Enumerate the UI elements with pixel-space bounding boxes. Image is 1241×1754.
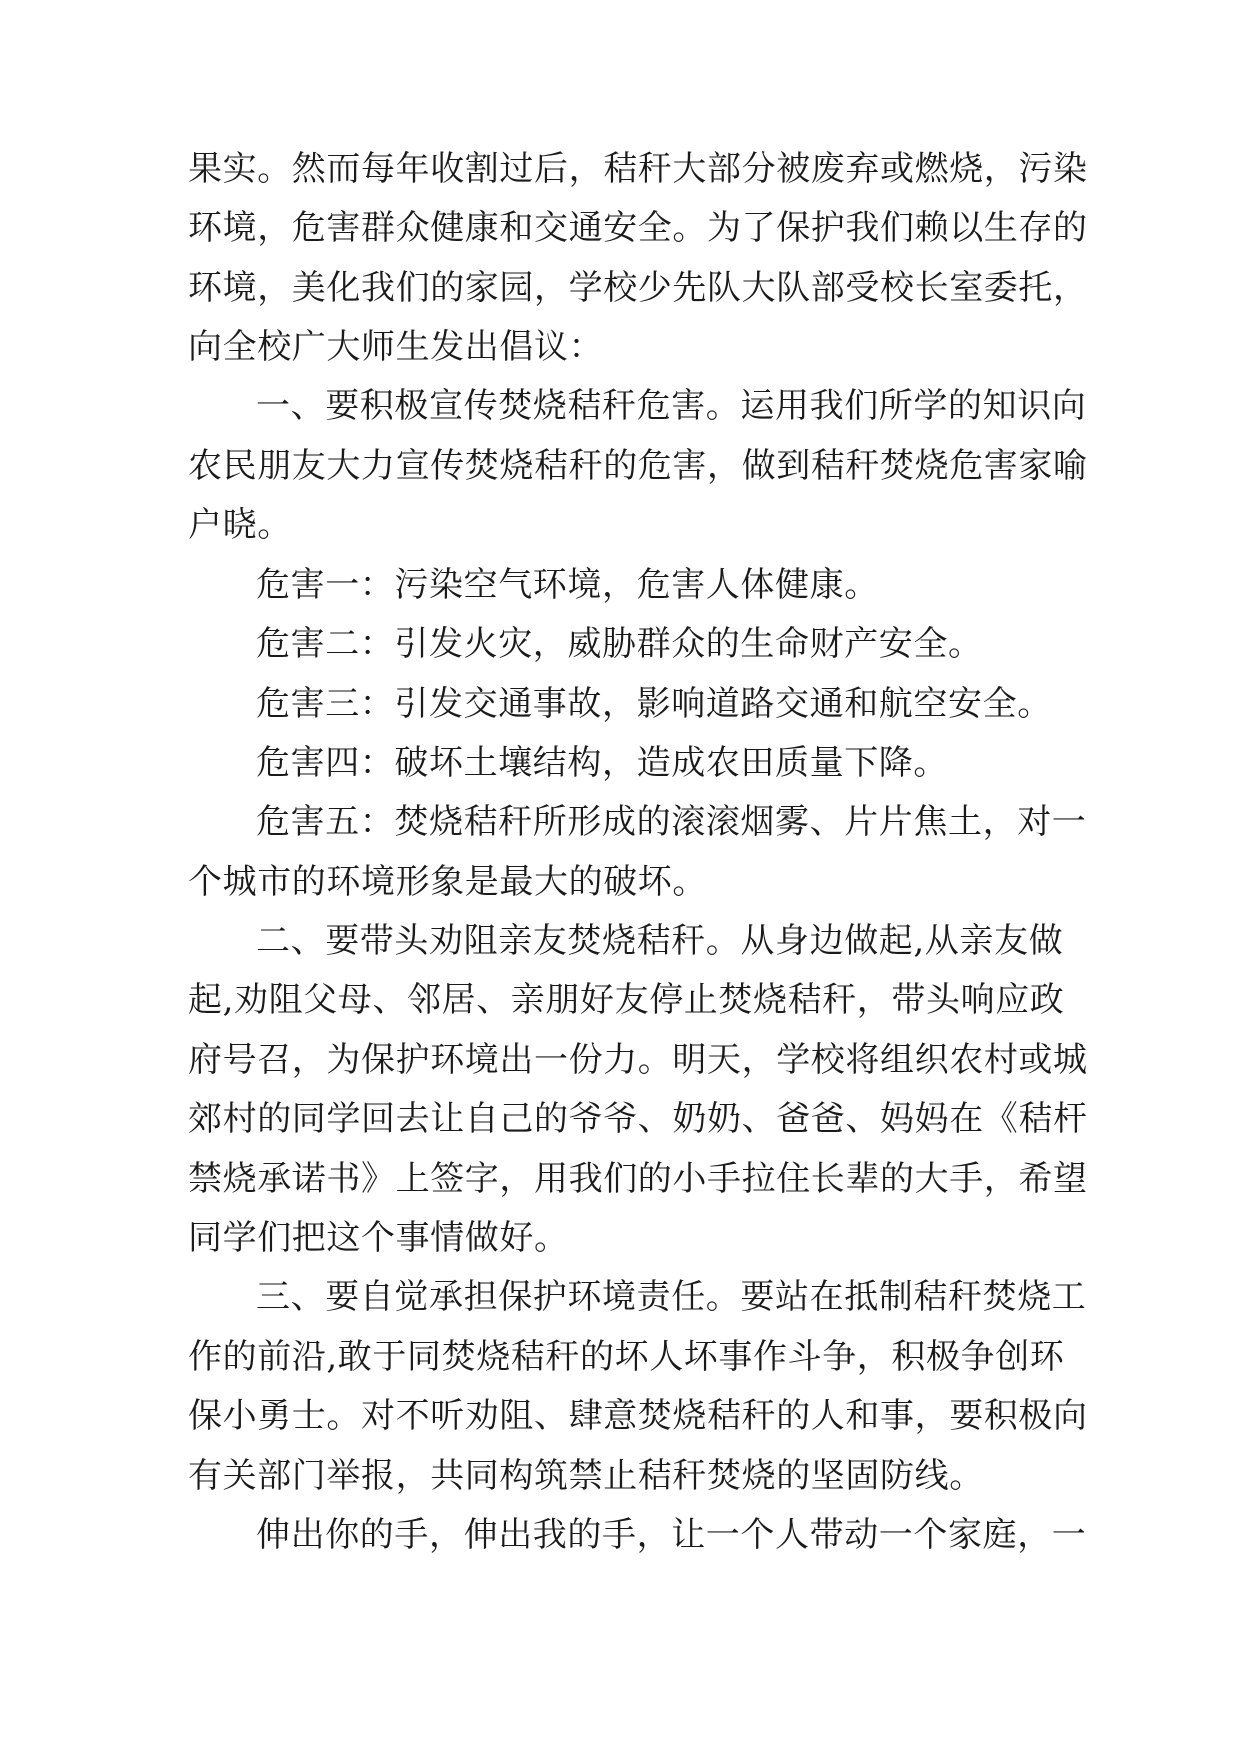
text-line: 果实。然而每年收割过后，秸秆大部分被废弃或燃烧，污染 <box>188 149 1088 189</box>
paragraph-first-line: 危害一：污染空气环境，危害人体健康。 <box>256 565 879 605</box>
paragraph-first-line: 危害二：引发火灾，威胁群众的生命财产安全。 <box>256 624 983 664</box>
paragraph-first-line: 危害五：焚烧秸秆所形成的滚滚烟雾、片片焦土，对一 <box>256 802 1087 842</box>
text-line: 向全校广大师生发出倡议： <box>188 327 604 367</box>
text-line: 郊村的同学回去让自己的爷爷、奶奶、爸爸、妈妈在《秸杆 <box>188 1099 1088 1139</box>
text-line: 环境，美化我们的家园，学校少先队大队部受校长室委托， <box>188 268 1088 308</box>
paragraph-first-line: 危害三：引发交通事故，影响道路交通和航空安全。 <box>256 684 1052 724</box>
text-line: 同学们把这个事情做好。 <box>188 1218 569 1258</box>
text-line: 起,劝阻父母、邻居、亲朋好友停止焚烧秸秆，带头响应政 <box>188 980 1065 1020</box>
paragraph-first-line: 危害四：破坏土壤结构，造成农田质量下降。 <box>256 743 948 783</box>
text-line: 环境，危害群众健康和交通安全。为了保护我们赖以生存的 <box>188 208 1088 248</box>
text-line: 府号召，为保护环境出一份力。明天，学校将组织农村或城 <box>188 1040 1088 1080</box>
text-line: 个城市的环境形象是最大的破坏。 <box>188 862 707 902</box>
text-line: 有关部门举报，共同构筑禁止秸秆焚烧的坚固防线。 <box>188 1456 984 1496</box>
text-line: 保小勇士。对不听劝阻、肆意焚烧秸秆的人和事，要积极向 <box>188 1396 1088 1436</box>
text-line: 作的前沿,敢于同焚烧秸秆的坏人坏事作斗争，积极争创环 <box>188 1337 1065 1377</box>
text-line: 禁烧承诺书》上签字，用我们的小手拉住长辈的大手，希望 <box>188 1159 1088 1199</box>
text-line: 农民朋友大力宣传焚烧秸秆的危害，做到秸秆焚烧危害家喻 <box>188 446 1088 486</box>
paragraph-first-line: 一、要积极宣传焚烧秸秆危害。运用我们所学的知识向 <box>256 386 1087 426</box>
paragraph-first-line: 二、要带头劝阻亲友焚烧秸秆。从身边做起,从亲友做 <box>256 921 1064 961</box>
paragraph-first-line: 三、要自觉承担保护环境责任。要站在抵制秸秆焚烧工 <box>256 1277 1087 1317</box>
text-line: 户晓。 <box>188 505 292 545</box>
paragraph-first-line: 伸出你的手，伸出我的手，让一个人带动一个家庭，一 <box>256 1515 1087 1555</box>
